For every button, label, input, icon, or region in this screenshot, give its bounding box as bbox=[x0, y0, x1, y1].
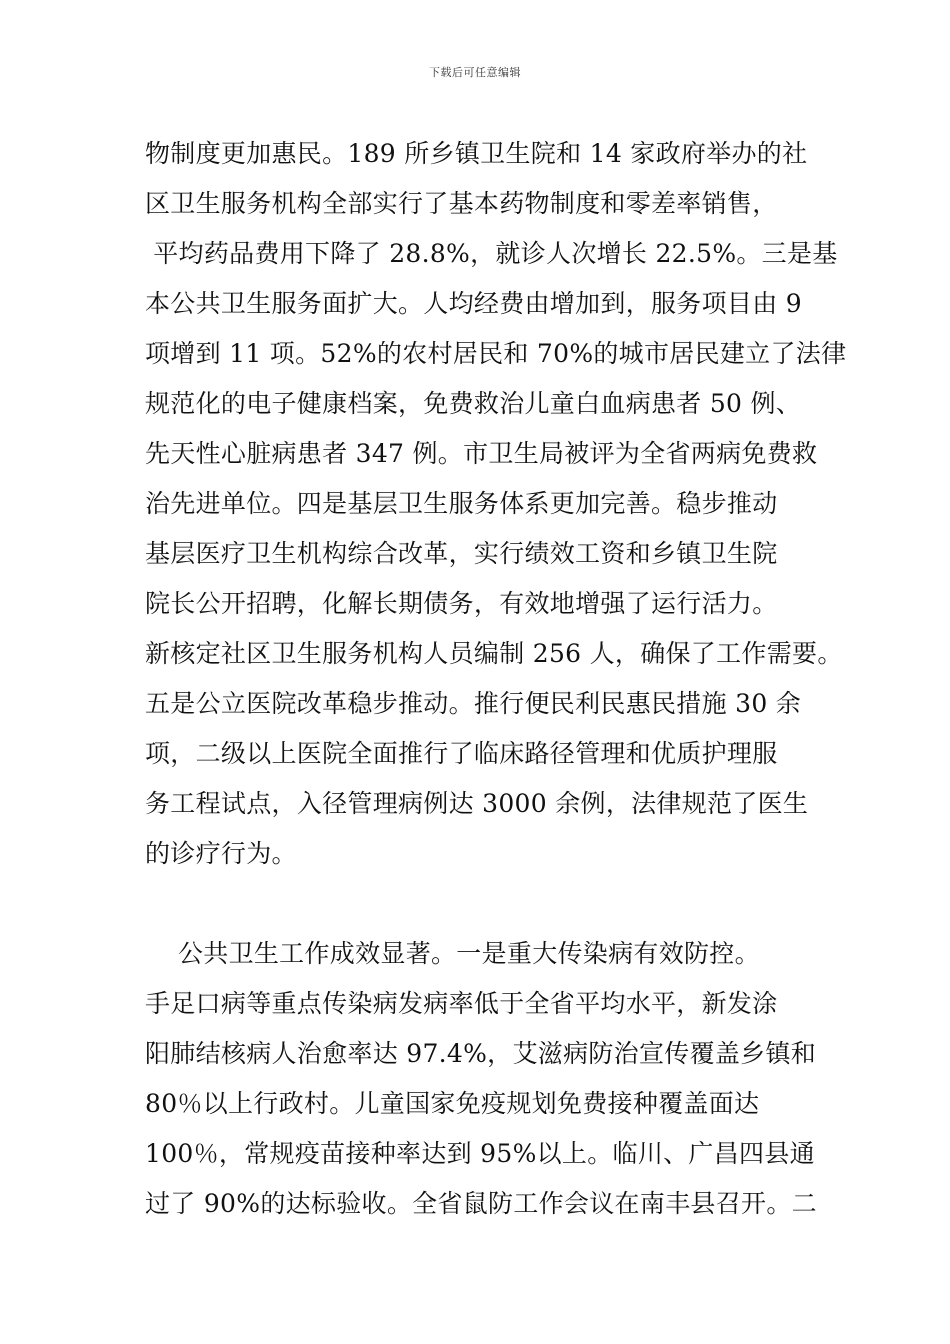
text-line: 阳肺结核病人治愈率达 97.4%，艾滋病防治宣传覆盖乡镇和 bbox=[145, 1039, 817, 1068]
text-line: 平均药品费用下降了 28.8%，就诊人次增长 22.5%。三是基 bbox=[145, 239, 838, 268]
text-line: 区卫生服务机构全部实行了基本药物制度和零差率销售， bbox=[145, 189, 778, 218]
page-header: 下载后可任意编辑 bbox=[429, 66, 521, 79]
text-line: 本公共卫生服务面扩大。人均经费由增加到，服务项目由 9 bbox=[145, 289, 802, 318]
text-line: 先天性心脏病患者 347 例。市卫生局被评为全省两病免费救 bbox=[145, 439, 818, 468]
body-text bbox=[145, 129, 847, 1229]
text-line: 项增到 11 项。52%的农村居民和 70%的城市居民建立了法律 bbox=[145, 339, 847, 368]
paragraph-1 bbox=[145, 129, 847, 879]
text-line: 手足口病等重点传染病发病率低于全省平均水平，新发涂 bbox=[145, 989, 778, 1018]
paragraph-2 bbox=[145, 929, 825, 1229]
text-line: 治先进单位。四是基层卫生服务体系更加完善。稳步推动 bbox=[145, 489, 778, 518]
text-line: 务工程试点，入径管理病例达 3000 余例，法律规范了医生 bbox=[145, 789, 809, 818]
text-line: 100％，常规疫苗接种率达到 95%以上。临川、广昌四县通 bbox=[145, 1139, 815, 1168]
text-line: 公共卫生工作成效显著。一是重大传染病有效防控。 bbox=[145, 939, 760, 968]
text-line: 五是公立医院改革稳步推动。推行便民利民惠民措施 30 余 bbox=[145, 689, 802, 718]
text-line: 项，二级以上医院全面推行了临床路径管理和优质护理服 bbox=[145, 739, 778, 768]
text-line: 基层医疗卫生机构综合改革，实行绩效工资和乡镇卫生院 bbox=[145, 539, 778, 568]
paragraph-gap bbox=[145, 879, 825, 929]
text-line: 规范化的电子健康档案，免费救治儿童白血病患者 50 例、 bbox=[145, 389, 802, 418]
text-line: 新核定社区卫生服务机构人员编制 256 人，确保了工作需要。 bbox=[145, 639, 843, 668]
text-line: 80％以上行政村。儿童国家免疫规划免费接种覆盖面达 bbox=[145, 1089, 760, 1118]
text-line: 院长公开招聘，化解长期债务，有效地增强了运行活力。 bbox=[145, 589, 778, 618]
text-line: 物制度更加惠民。189 所乡镇卫生院和 14 家政府举办的社 bbox=[145, 139, 808, 168]
text-line: 过了 90%的达标验收。全省鼠防工作会议在南丰县召开。二 bbox=[145, 1189, 817, 1218]
text-line: 的诊疗行为。 bbox=[145, 839, 297, 868]
